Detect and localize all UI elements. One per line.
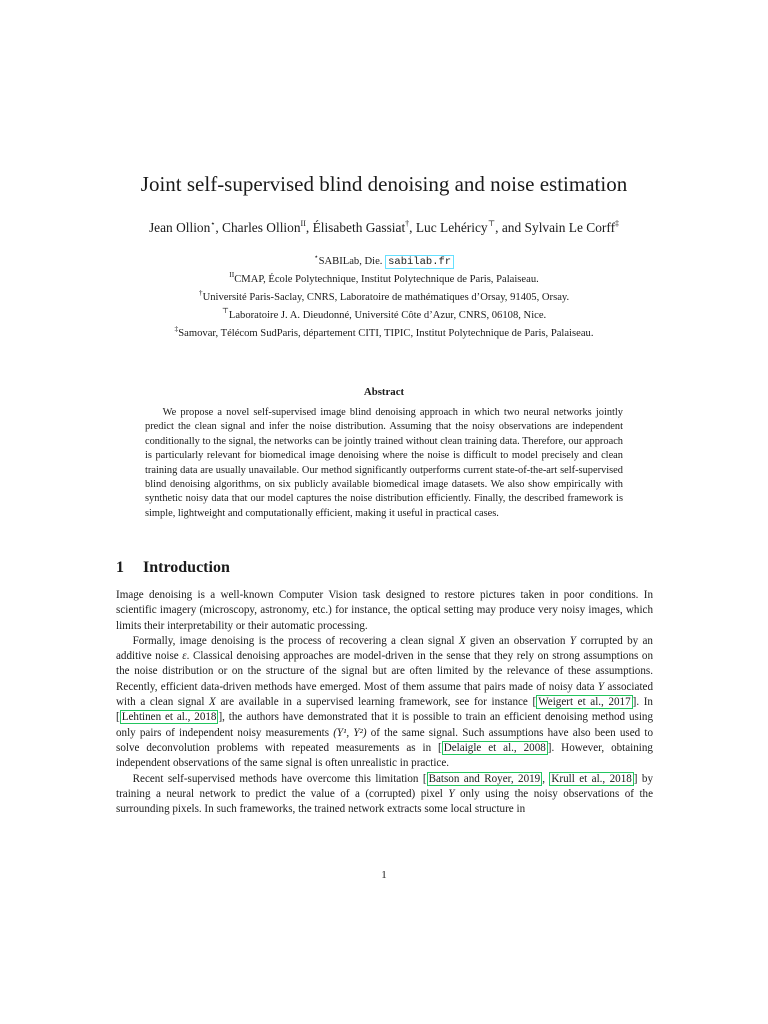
affiliation-mark: ‡ [174, 324, 179, 333]
introduction-body [116, 588, 653, 817]
math-symbol: X [458, 634, 466, 647]
text-run: . Classical denoising approaches are model-driven in the sense that they rely on strong assumptions on the noise distribution or on the structure of the signal but are often limited by the relevance of these assumptions. Recently, efficient data-driven methods have emerged. Most of them assume that pairs made of noisy data [116, 650, 653, 693]
abstract-heading: Abstract [363, 386, 405, 398]
page-number: 1 [381, 869, 387, 881]
affiliation-mark: II [229, 270, 235, 279]
citation-link[interactable]: Lehtinen et al., 2018 [121, 711, 217, 724]
affiliation-mark: ⋆ [313, 252, 319, 261]
math-symbol: ε [182, 650, 187, 663]
text-run: , [542, 772, 550, 785]
affiliation-text: Laboratoire J. A. Dieudonné, Université Côte d’Azur, CNRS, 06108, Nice. [228, 310, 547, 321]
author-name: Sylvain Le Corff [524, 220, 616, 235]
affiliation-line [0, 288, 768, 305]
separator: , and [495, 220, 525, 235]
abstract-text: We propose a novel self-supervised image blind denoising approach in which two neural networks jointly predict the clean signal and infer the noise distribution. Assuming that the noisy observations are independent conditionally to the signal, the networks can be jointly trained without clean training data. Therefore, our approach is particularly relevant for biomedical image denoising where the noise is difficult to model precisely and clean training data are usually unavailable. Our method significantly outperforms current state-of-the-art self-supervised blind denoising algorithms, on six publicly available biomedical image datasets. We also show empirically with synthetic noisy data that our model captures the noise distribution efficiently. Finally, the described framework is simple, lightweight and computationally efficient, making it useful in practical cases. [145, 407, 623, 519]
affiliation-mark: ⊤ [487, 219, 496, 228]
citation-link[interactable]: Batson and Royer, 2019 [428, 772, 541, 785]
math-symbol: X [209, 696, 216, 709]
text-run: are available in a supervised learning framework, see for instance [215, 696, 533, 709]
author-name: Jean Ollion [148, 220, 211, 235]
math-symbol: Y [448, 787, 455, 800]
section-heading [116, 559, 230, 577]
citation-link[interactable]: Delaigle et al., 2008 [443, 741, 546, 754]
affiliation-mark: ⋆ [210, 219, 216, 228]
text-run: given an observation [465, 634, 570, 647]
separator: , [305, 220, 313, 235]
author-name: Charles Ollion [222, 220, 301, 235]
affiliation-text: SABILab, Die. [318, 256, 386, 267]
text-run: associated with a clean signal [116, 680, 653, 709]
text-run: . However, obtaining independent observations of the same signal is often unrealistic in practice. [116, 741, 653, 770]
text-run: by training a neural network to predict the value of a (corrupted) pixel [116, 772, 653, 800]
math-symbol: (Y¹, Y²) [333, 726, 367, 739]
text-run: Recent self-supervised methods have overcome this limitation [132, 772, 423, 785]
text-run: , the authors have demonstrated that it is possible to train an efficient denoising method using only pairs of independent noisy measurements [116, 711, 653, 739]
separator: , [215, 220, 223, 235]
affiliation-line [0, 252, 768, 269]
affiliation-text: CMAP, École Polytechnique, Institut Polytechnique de Paris, Palaiseau. [234, 274, 539, 285]
affiliation-text: Samovar, Télécom SudParis, département CITI, TIPIC, Institut Polytechnique de Paris, Palaiseau. [178, 328, 594, 339]
author-name: Élisabeth Gassiat [312, 220, 406, 235]
math-symbol: Y [597, 680, 605, 693]
paragraph: Recent self-supervised methods have overcome this limitation [ Batson and Royer, 2019 , Krull et al., 2018 ] by training a neural network to predict the value of a (corrupted) pixel Y only using the noisy observations of the surrounding pixels. In such frameworks, the trained network extracts some local structure in [116, 772, 654, 816]
affiliation-mark: ⊤ [221, 306, 229, 315]
math-symbol: Y [569, 634, 576, 647]
abstract-body [145, 406, 623, 521]
author-list [0, 219, 768, 237]
affiliation-mark: ‡ [615, 219, 620, 228]
affiliation-mark: † [405, 219, 410, 228]
author-name: Luc Lehéricy [415, 220, 488, 235]
section-title: Introduction [143, 559, 230, 576]
separator: , [409, 220, 416, 235]
paragraph: Formally, image denoising is the process of recovering a clean signal X given an observation Y corrupted by an additive noise ε. Classical denoising approaches are model-driven in the sense that they rely on strong assumptions on the noise distribution or on the structure of the signal but are often limited by the relevance of these assumptions. Recently, efficient data-driven methods have emerged. Most of them assume that pairs made of noisy data Y associated with a clean signal X are available in a supervised learning framework, see for instance [ Weigert et al., 2017 ]. In [ Lehtinen et al., 2018 ], the authors have demonstrated that it is possible to train an efficient denoising method using only pairs of independent noisy measurements (Y¹, Y²) of the same signal. Such assumptions have also been used to solve deconvolution problems with repeated measurements as in [ Delaigle et al., 2008 ]. However, obtaining independent observations of the same signal is often unrealistic in practice. [116, 634, 653, 770]
text-run: of the same signal. Such assumptions have also been used to solve deconvolution problems with repeated measurements as in [116, 726, 653, 754]
paragraph: Image denoising is a well-known Computer Vision task designed to restore pictures taken in poor conditions. In scientific imagery (microscopy, astronomy, etc.) for instance, the optical setting may produce very noisy images, which limits their interpretability or their automatic processing. [116, 589, 653, 632]
citation-link[interactable]: Krull et al., 2018 [551, 772, 632, 785]
affiliation-text: Université Paris-Saclay, CNRS, Laboratoire de mathématiques d’Orsay, 91405, Orsay. [202, 292, 570, 303]
affiliation-line [0, 324, 768, 341]
section-number: 1 [116, 559, 124, 576]
affiliation-mark: † [198, 288, 203, 297]
affiliation-mark: II [300, 219, 306, 228]
affiliation-line [0, 306, 768, 323]
affiliation-line [0, 270, 768, 287]
text-run: . In [636, 696, 653, 709]
text-run: Formally, image denoising is the process of recovering a clean signal [132, 634, 459, 647]
affiliation-link[interactable]: sabilab.fr [385, 255, 454, 269]
text-run: only using the noisy observations of the surrounding pixels. In such frameworks, the trained network extracts some local structure in [116, 787, 654, 816]
text-run: corrupted by an additive noise [116, 634, 653, 663]
citation-link[interactable]: Weigert et al., 2017 [538, 696, 631, 709]
paper-title: Joint self-supervised blind denoising and noise estimation [140, 172, 628, 196]
